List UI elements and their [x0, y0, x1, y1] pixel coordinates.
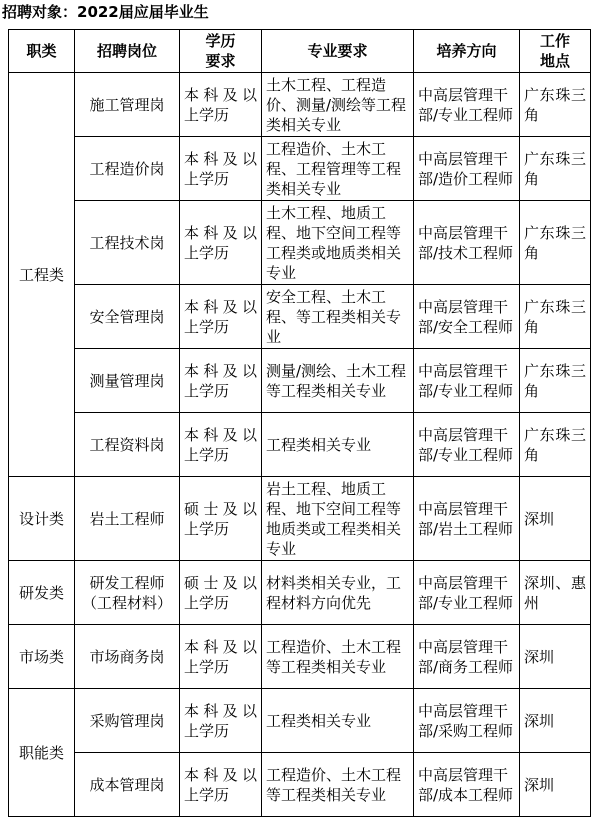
category-cell-engineering: 工程类 — [9, 73, 75, 477]
position-cell: 研发工程师（工程材料） — [75, 561, 180, 625]
header-education — [180, 30, 262, 73]
major-cell: 岩土工程、地质工程、地下空间工程等地质类或工程类相关专业 — [262, 477, 414, 561]
education-cell: 本科及以上学历 — [180, 349, 262, 413]
table-row — [9, 753, 591, 817]
major-cell: 材料类相关专业，工程材料方向优先 — [262, 561, 414, 625]
education-cell: 本科及以上学历 — [180, 73, 262, 137]
location-cell: 深圳 — [520, 689, 591, 753]
direction-cell: 中高层管理干部/专业工程师 — [414, 561, 520, 625]
direction-cell: 中高层管理干部/成本工程师 — [414, 753, 520, 817]
major-cell: 工程造价、土木工程等工程类相关专业 — [262, 753, 414, 817]
table-row — [9, 625, 591, 689]
location-cell: 广东珠三角 — [520, 413, 591, 477]
table-body — [9, 73, 591, 817]
table-row — [9, 137, 591, 201]
position-cell: 工程造价岗 — [75, 137, 180, 201]
recruitment-table — [8, 29, 591, 817]
header-education-line-1: 学历 — [205, 32, 236, 50]
direction-cell: 中高层管理干部/采购工程师 — [414, 689, 520, 753]
major-cell: 工程类相关专业 — [262, 689, 414, 753]
major-cell: 测量/测绘、土木工程等工程类相关专业 — [262, 349, 414, 413]
direction-cell: 中高层管理干部/专业工程师 — [414, 73, 520, 137]
major-cell: 土木工程、地质工程、地下空间工程等工程类或地质类相关专业 — [262, 201, 414, 285]
direction-cell: 中高层管理干部/商务工程师 — [414, 625, 520, 689]
location-cell: 深圳、惠州 — [520, 561, 591, 625]
header-position: 招聘岗位 — [75, 30, 180, 73]
education-cell: 本科及以上学历 — [180, 753, 262, 817]
major-cell: 工程造价、土木工程、工程管理等工程类相关专业 — [262, 137, 414, 201]
major-cell: 工程造价、土木工程等工程类相关专业 — [262, 625, 414, 689]
table-row — [9, 561, 591, 625]
table-row — [9, 349, 591, 413]
education-cell: 本科及以上学历 — [180, 689, 262, 753]
position-cell: 工程技术岗 — [75, 201, 180, 285]
position-cell: 采购管理岗 — [75, 689, 180, 753]
table-row — [9, 201, 591, 285]
header-education-line-2: 要求 — [205, 52, 236, 70]
category-cell-design: 设计类 — [9, 477, 75, 561]
table-row — [9, 477, 591, 561]
table-row — [9, 73, 591, 137]
location-cell: 广东珠三角 — [520, 73, 591, 137]
education-cell: 硕士及以上学历 — [180, 477, 262, 561]
education-cell: 本科及以上学历 — [180, 201, 262, 285]
major-cell: 安全工程、土木工程、等工程类相关专业 — [262, 285, 414, 349]
category-cell-functional: 职能类 — [9, 689, 75, 817]
direction-cell: 中高层管理干部/专业工程师 — [414, 413, 520, 477]
position-cell: 成本管理岗 — [75, 753, 180, 817]
location-cell: 广东珠三角 — [520, 201, 591, 285]
position-cell: 安全管理岗 — [75, 285, 180, 349]
direction-cell: 中高层管理干部/岩土工程师 — [414, 477, 520, 561]
category-cell-marketing: 市场类 — [9, 625, 75, 689]
education-cell: 本科及以上学历 — [180, 137, 262, 201]
location-cell: 广东珠三角 — [520, 137, 591, 201]
table-row — [9, 285, 591, 349]
direction-cell: 中高层管理干部/造价工程师 — [414, 137, 520, 201]
education-cell: 本科及以上学历 — [180, 625, 262, 689]
major-cell: 工程类相关专业 — [262, 413, 414, 477]
header-location-line-1: 工作 — [539, 32, 570, 50]
position-cell: 测量管理岗 — [75, 349, 180, 413]
table-row — [9, 413, 591, 477]
location-cell: 广东珠三角 — [520, 285, 591, 349]
education-cell: 本科及以上学历 — [180, 285, 262, 349]
header-major: 专业要求 — [262, 30, 414, 73]
table-header — [9, 30, 591, 73]
education-cell: 本科及以上学历 — [180, 413, 262, 477]
location-cell: 深圳 — [520, 625, 591, 689]
direction-cell: 中高层管理干部/安全工程师 — [414, 285, 520, 349]
location-cell: 深圳 — [520, 477, 591, 561]
location-cell: 深圳 — [520, 753, 591, 817]
page-heading: 招聘对象：2022届应届毕业生 — [2, 3, 209, 21]
direction-cell: 中高层管理干部/技术工程师 — [414, 201, 520, 285]
header-direction: 培养方向 — [414, 30, 520, 73]
table-row — [9, 689, 591, 753]
header-row — [9, 30, 591, 73]
location-cell: 广东珠三角 — [520, 349, 591, 413]
header-location-line-2: 地点 — [539, 52, 570, 70]
category-cell-research: 研发类 — [9, 561, 75, 625]
header-category: 职类 — [9, 30, 75, 73]
position-cell: 施工管理岗 — [75, 73, 180, 137]
header-location — [520, 30, 591, 73]
direction-cell: 中高层管理干部/专业工程师 — [414, 349, 520, 413]
position-cell: 岩土工程师 — [75, 477, 180, 561]
major-cell: 土木工程、工程造价、测量/测绘等工程类相关专业 — [262, 73, 414, 137]
position-cell: 市场商务岗 — [75, 625, 180, 689]
position-cell: 工程资料岗 — [75, 413, 180, 477]
education-cell: 硕士及以上学历 — [180, 561, 262, 625]
